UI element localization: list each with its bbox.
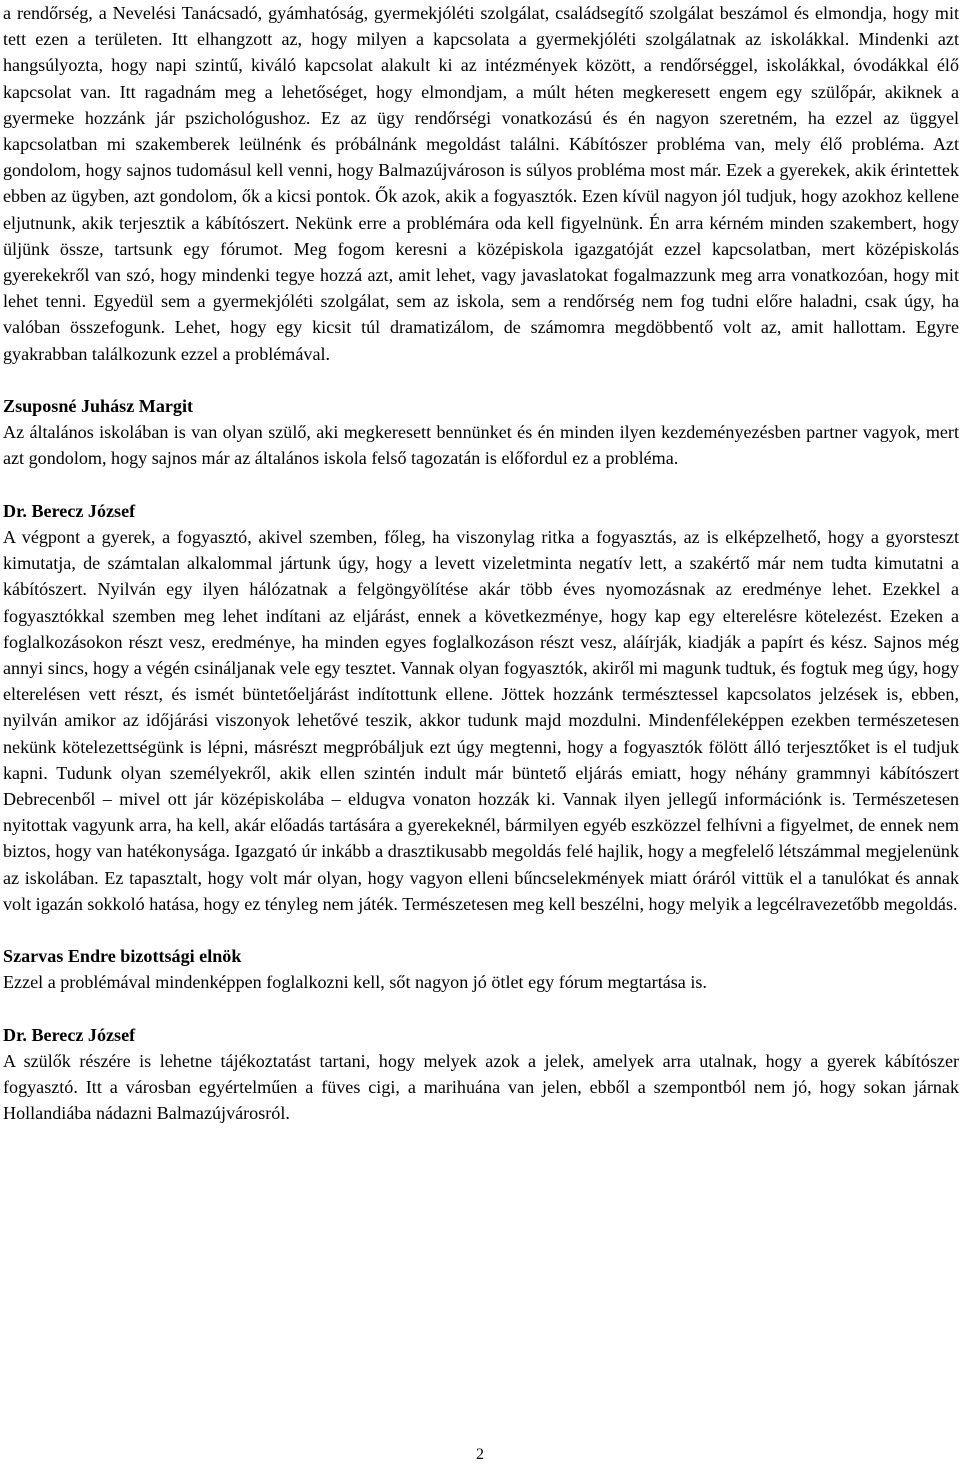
spacer xyxy=(3,367,959,393)
spacer xyxy=(3,917,959,943)
document-page xyxy=(3,0,959,1127)
paragraph-intro: a rendőrség, a Nevelési Tanácsadó, gyámhatóság, gyermekjóléti szolgálat, családsegítő szolgálat beszámol és elmondja, hogy mit tett ezen a területen. Itt elhangzott az, hogy milyen a kapcsolata a gyermekjóléti szolgálatnak az iskolákkal. Mindenki azt hangsúlyozta, hogy napi szintű, kiváló kapcsolat alakult ki az intézmények között, a rendőrséggel, iskolákkal, óvodákkal élő kapcsolat van. Itt ragadnám meg a lehetőséget, hogy elmondjam, a múlt héten megkeresett engem egy szülőpár, akiknek a gyermeke hozzánk jár pszichológushoz. Ez az ügy rendőrségi vonatkozású és én nagyon szeretném, ha ezzel az üggyel kapcsolatban mi szakemberek leülnénk és próbálnánk megoldást találni. Kábítószer probléma van, mely élő probléma. Azt gondolom, hogy sajnos tudomásul kell venni, hogy Balmazújvároson is súlyos probléma most már. Ezek a gyerekek, akik érintettek ebben az ügyben, azt gondolom, ők a kicsi pontok. Ők azok, akik a fogyasztók. Ezen kívül nagyon jól tudjuk, hogy azokhoz kellene eljutnunk, akik terjesztik a kábítószert. Nekünk erre a problémára oda kell figyelnünk. Én arra kérném minden szakembert, hogy üljünk össze, tartsunk egy fórumot. Meg fogom keresni a középiskola igazgatóját ezzel kapcsolatban, mert középiskolás gyerekekről van szó, hogy mindenki tegye hozzá azt, amit lehet, vagy javaslatokat fogalmazzunk meg arra vonatkozóan, hogy mit lehet tenni. Egyedül sem a gyermekjóléti szolgálat, sem az iskola, sem a rendőrség nem fog tudni előre haladni, csak úgy, ha valóban összefogunk. Lehet, hogy egy kicsit túl dramatizálom, de számomra megdöbbentő volt az, amit hallottam. Egyre gyakrabban találkozunk ezzel a problémával. xyxy=(3,3,959,364)
page-number: 2 xyxy=(476,1446,484,1463)
paragraph-speech: Az általános iskolában is van olyan szülő, aki megkeresett bennünket és én minden ilyen kezdeményezésben partner vagyok, mert azt gondolom, hogy sajnos már az általános iskola felső tagozatán is előfordul ez a probléma. xyxy=(3,422,959,469)
speaker-name: Dr. Berecz József xyxy=(3,1024,136,1045)
speaker-name: Zsuposné Juhász Margit xyxy=(3,396,194,417)
paragraph-speech: A végpont a gyerek, a fogyasztó, akivel szemben, főleg, ha viszonylag ritka a fogyasztás, az is elképzelhető, hogy a gyorsteszt kimutatja, de számtalan alkalommal jártunk úgy, hogy a levett vizeletminta negatív lett, a szakértő már nem tudta kimutatni a kábítószert. Nyilván egy ilyen hálózatnak a felgöngyölítése akár több éves nyomozásnak az eredménye lehet. Ezekkel a fogyasztókkal szemben meg lehet indítani az eljárást, ennek a következménye, hogy kap egy elterelésre kötelezést. Ezeken a foglalkozásokon részt vesz, eredménye, ha minden egyes foglalkozáson részt vesz, aláírják, kiadják a papírt és kész. Sajnos még annyi sincs, hogy a végén csináljanak vele egy tesztet. Vannak olyan fogyasztók, akiről mi magunk tudtuk, és fogtuk meg úgy, hogy elterelésen vett részt, és ismét büntetőeljárást indítottunk ellene. Jöttek hozzánk természtessel kapcsolatos jelzések is, ebben, nyilván amikor az időjárási viszonyok lehetővé teszik, akkor tudunk majd mozdulni. Mindenféleképpen ezekben természetesen nekünk kötelezettségünk is lépni, másrészt megpróbáljuk ezt úgy megtenni, hogy a fogyasztók fölött álló terjesztőket is el tudjuk kapni. Tudunk olyan személyekről, akik ellen szintén indult már büntető eljárás emiatt, hogy néhány grammnyi kábítószert Debrecenből – mivel ott jár középiskolába – eldugva vonaton hozzák ki. Vannak ilyen jellegű információnk is. Természetesen nyitottak vagyunk arra, ha kell, akár előadás tartására a gyerekeknél, bármilyen egyéb eszközzel felhívni a figyelmet, de ennek nem biztos, hogy van hatékonysága. Igazgató úr inkább a drasztikusabb megoldás felé hajlik, hogy a megfelelő létszámmal megjelenünk az iskolában. Ez tapasztalt, hogy volt már olyan, hogy vagyon elleni bűncselekmények miatt óráról vittük el a tanulókat és annak volt igazán sokkoló hatása, hogy ez tényleg nem játék. Természetesen meg kell beszélni, hogy melyik a legcélravezetőbb megoldás. xyxy=(3,527,959,914)
spacer xyxy=(3,996,959,1022)
paragraph-speech: Ezzel a problémával mindenképpen foglalkozni kell, sőt nagyon jó ötlet egy fórum megtartása is. xyxy=(3,972,707,993)
paragraph-speech: A szülők részére is lehetne tájékoztatást tartani, hogy melyek azok a jelek, amelyek arra utalnak, hogy a gyerek kábítószer fogyasztó. Itt a városban egyértelműen a füves cigi, a marihuána van jelen, ebből a szempontból nem jó, hogy sokan járnak Hollandiába nádazni Balmazújvárosról. xyxy=(3,1051,959,1124)
speaker-name: Szarvas Endre bizottsági elnök xyxy=(3,946,242,967)
speaker-name: Dr. Berecz József xyxy=(3,500,136,521)
spacer xyxy=(3,472,959,498)
